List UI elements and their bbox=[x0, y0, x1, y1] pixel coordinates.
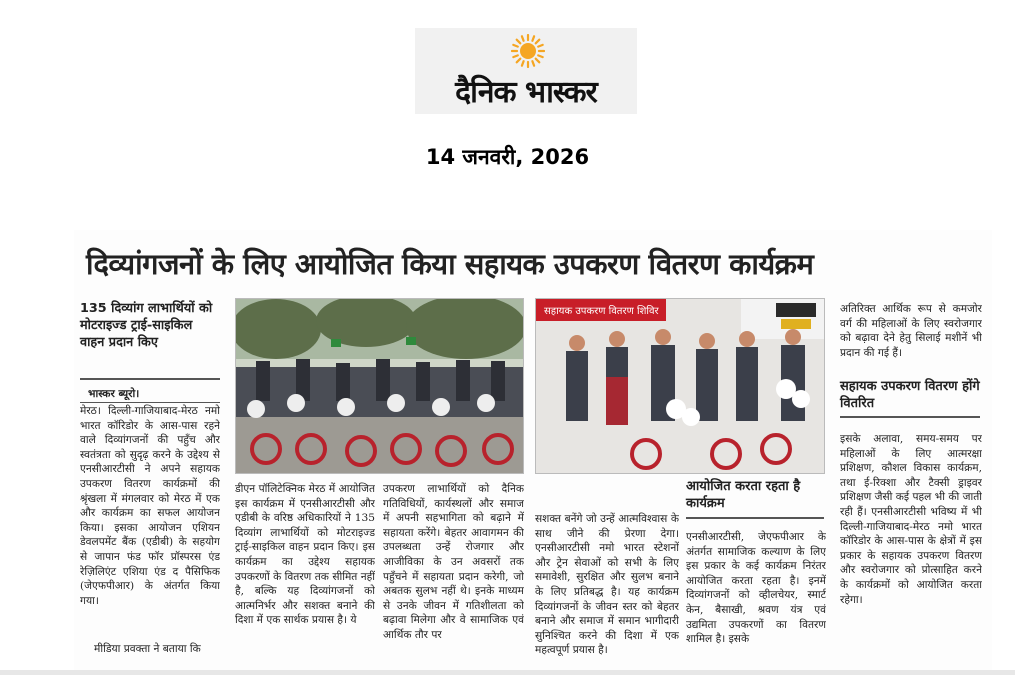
article-column-3: उपकरण लाभार्थियों को दैनिक गतिविधियों, कार्यस्थलों और समाज में अपनी सहभागिता को बढ़ाने में सहायता करेंगे। बेहतर आवागमन की उपलब्धता उन्हें रोजगार और आजीविका के उन अवसरों तक पहुँचने में सहायता प्रदान करेगी, जो अबतक सुलभ नहीं थे। इनके माध्यम से उनके जीवन में गतिशीलता को बढ़ावा मिलेगा और वे सामाजिक एवं आर्थिक तौर पर bbox=[383, 483, 524, 641]
newspaper-clipping bbox=[74, 230, 992, 670]
article-column-6-top: अतिरिक्त आर्थिक रूप से कमजोर वर्ग की महिलाओं के लिए स्वरोजगार को बढ़ावा देने हेतु सिलाई मशीनें भी प्रदान की गई हैं। bbox=[840, 303, 982, 359]
photo-dignitaries-with-beneficiaries-image bbox=[536, 299, 825, 474]
divider-rule bbox=[840, 416, 980, 418]
newspaper-brand: दैनिक भास्कर bbox=[455, 75, 597, 110]
page-bottom-edge bbox=[0, 670, 1015, 675]
sun-logo-icon bbox=[511, 34, 545, 68]
byline: भास्कर ब्यूरो। bbox=[88, 388, 140, 400]
divider-rule bbox=[80, 378, 220, 380]
photo-dignitaries-with-beneficiaries bbox=[535, 298, 825, 474]
subheadline-right: सहायक उपकरण वितरण होंगे वितरित bbox=[840, 379, 980, 411]
article-column-6: इसके अलावा, समय-समय पर महिलाओं के लिए आत्मरक्षा प्रशिक्षण, कौशल विकास कार्यक्रम, तथा ई-रिक्शा और टैक्सी ड्राइवर प्रशिक्षण जैसी कई पहल भी की जाती रही हैं। एनसीआरटीसी भविष्य में भी दिल्ली-गाजियाबाद-मेरठ नमो भारत कॉरिडोर के आस-पास के क्षेत्रों में इस प्रकार के सहायक उपकरण वितरण और स्वरोजगार को प्रोत्साहित करने के कार्यक्रमों को आयोजित करता रहेगा। bbox=[840, 433, 982, 606]
photo-tricycle-distribution bbox=[235, 298, 524, 474]
article-column-2: डीएन पॉलिटेक्निक मेरठ में आयोजित इस कार्यक्रम में एनसीआरटीसी और एडीबी के वरिष्ठ अधिकारियों ने 135 दिव्यांग लाभार्थियों को मोटराइज्ड ट्राई-साइकिल वाहन प्रदान किए। इस कार्यक्रम का उद्देश्य सहायक उपकरणों के वितरण तक सीमित नहीं है, बल्कि यह दिव्यांगजनों को आत्मनिर्भर और सशक्त बनाने की दिशा में एक सार्थक प्रयास है। ये bbox=[235, 483, 375, 627]
newspaper-masthead bbox=[415, 28, 637, 114]
divider-rule bbox=[686, 517, 824, 519]
photo-tricycle-distribution-image bbox=[236, 299, 524, 474]
article-column-1: मेरठ। दिल्ली-गाजियाबाद-मेरठ नमो भारत कॉरिडोर के आस-पास रहने वाले दिव्यांगजनों की पहुँच और स्वतंत्रता को सुदृढ़ करने के उद्देश्य से एनसीआरटीसी ने अपने सहायक उपकरण वितरण कार्यक्रमों की श्रृंखला में मंगलवार को मेरठ में एक और कार्यक्रम का सफल आयोजन किया। इसका आयोजन एशियन डेवलपमेंट बैंक (एडीबी) के सहयोग से जापान फंड फॉर प्रॉस्परस एंड रेज़िलिएंट एशिया एंड द पैसिफिक (जेएफपीआर) के अंतर्गत किया गया। bbox=[80, 405, 220, 607]
article-column-1-continued: मीडिया प्रवक्ता ने बताया कि bbox=[94, 643, 201, 655]
publication-date: 14 जनवरी, 2026 bbox=[425, 145, 590, 169]
banner-text: सहायक उपकरण वितरण शिविर bbox=[544, 306, 659, 317]
subheadline-middle: आयोजित करता रहता है कार्यक्रम bbox=[686, 479, 801, 511]
article-headline: दिव्यांगजनों के लिए आयोजित किया सहायक उपकरण वितरण कार्यक्रम bbox=[86, 247, 814, 281]
article-column-4: सशक्त बनेंगे जो उन्हें आत्मविश्वास के साथ जीने की प्रेरणा देगा। एनसीआरटीसी नमो भारत स्टेशनों और ट्रेन सेवाओं को सभी के लिए समावेशी, सुरक्षित और सुलभ बनाने के लिए प्रतिबद्ध है। यह कार्यक्रम दिव्यांगजनों के जीवन स्तर को बेहतर बनाने और समाज में समान भागीदारी सुनिश्चित करने की दिशा में एक महत्वपूर्ण प्रयास है। bbox=[535, 513, 679, 657]
subheadline-left: 135 दिव्यांग लाभार्थियों को मोटराइज्ड ट्राई-साइकिल वाहन प्रदान किए bbox=[80, 301, 213, 350]
divider-rule bbox=[80, 402, 220, 403]
article-column-5: एनसीआरटीसी, जेएफपीआर के अंतर्गत सामाजिक कल्याण के लिए इस प्रकार के कई कार्यक्रम निरंतर आयोजित करता रहता है। इनमें दिव्यांगजनों को व्हीलचेयर, स्मार्ट केन, बैसाखी, श्रवण यंत्र एवं उद्यमिता उपकरणों का वितरण शामिल है। इसके bbox=[686, 531, 826, 646]
